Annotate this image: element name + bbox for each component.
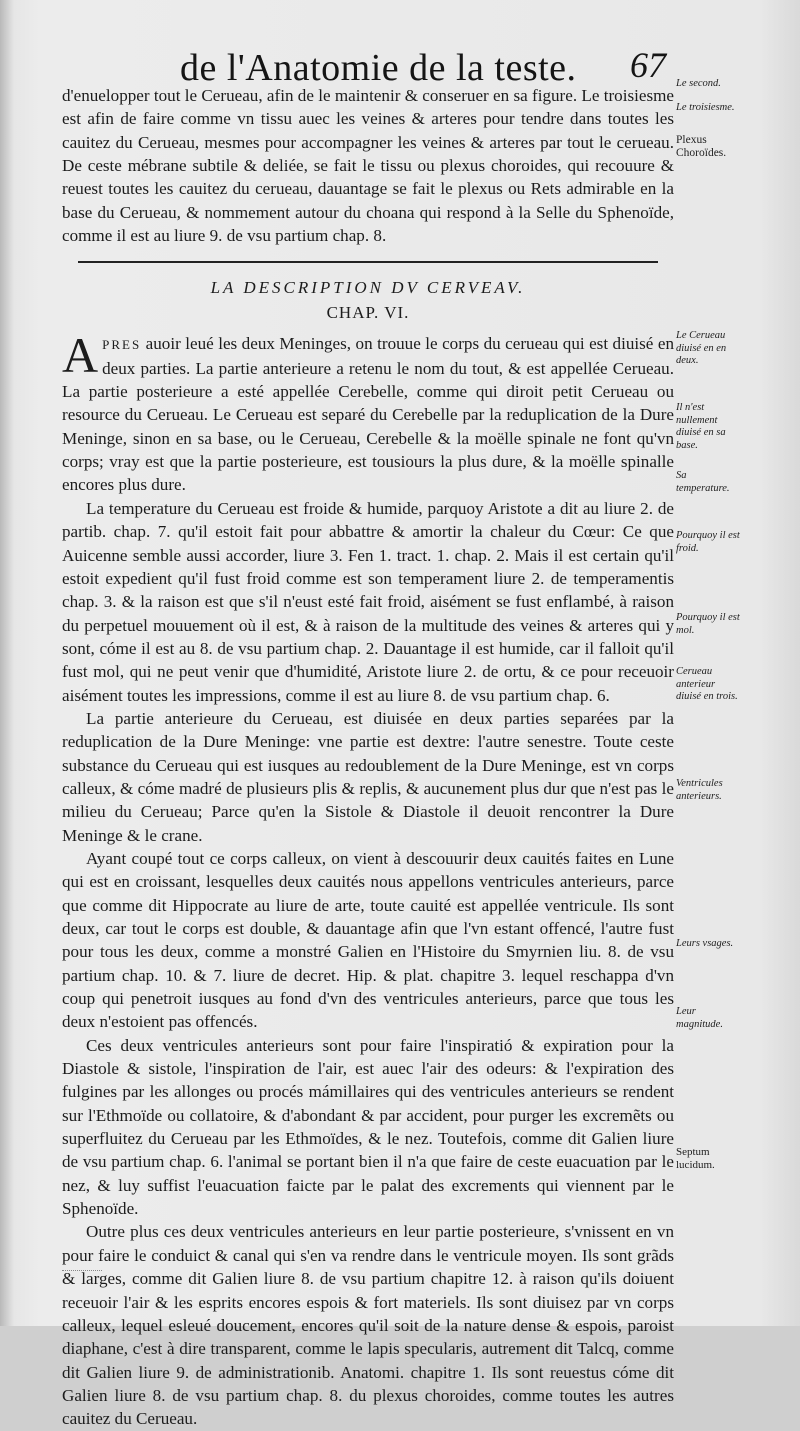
running-head: de l'Anatomie de la teste. (180, 47, 577, 89)
margin-note-uses: Leurs vsages. (676, 938, 734, 949)
margin-note-plexus: Plexus Choroïdes. (676, 134, 727, 159)
drop-cap: A (62, 327, 99, 384)
margin-note-magnitude: Leur magnitude. (676, 1006, 723, 1030)
margin-note-third: Le troisiesme. (676, 102, 735, 113)
section-title: LA DESCRIPTION DV CERVEAV. (210, 278, 526, 298)
page-number: 67 (630, 45, 666, 85)
margin-note-temperature: Sa temperature. (676, 470, 730, 494)
paragraph-6: Ces deux ventricules anterieurs sont pour faire l'inspiratió & expiration pour la Diastole & sistole, l'inspiration de l'air, est auec l'air des odeurs: & l'expiration des fulgines par les allonges ou procés mámillaires qui des ventricules anterieurs se rendent sur l'Ethmoïde ou collatoire, & d'abondant & par accident, pour purger les excremẽts ou superfluitez du Cerueau par les Ethmoïdes, & le nez. Toutefois, comme dit Galien liure de vsu partium chap. 6. l'animal se portant bien il n'a que faire de ceste euacuation par le nez, & luy suffist l'euacuation faicte par le palat des excrements qui viennent par le Sphenoïde. (62, 1035, 674, 1219)
margin-note-divided: Le Cerueau diuisé en en deux. (676, 330, 727, 366)
paragraph-5: Ayant coupé tout ce corps calleux, on vient à descouurir deux cauités faites en Lune qui est en croissant, lesquelles deux cauités nous appellons ventricules anterieurs, parce que comme dit Hippocrate au liure de arte, toute cauité est appellée ventricule. Ils sont deux, car tout le corps est double, & dauantage afin que l'vn estant offencé, l'autre fust pour tous les deux, comme a monstré Galien en l'Histoire du Smyrnien liu. 8. de vsu partium chap. 10. & 7. liure de decret. Hip. & plat. chapitre 3. lequel reschappa d'vn coup qui penetroit iusques au fond d'vn des ventricules anterieurs, parce que tous les deux n'estoient pas offencés. (62, 848, 674, 1032)
margin-note-anterior: Cerueau anterieur diuisé en trois. (676, 666, 738, 702)
margin-note-cold: Pourquoy il est froid. (676, 530, 740, 554)
paragraph-3: La temperature du Cerueau est froide & humide, parquoy Aristote a dit au liure 2. de partib. chap. 7. qu'il estoit fait pour abbattre & amortir la chaleur du Cœur: Ce que Auicenne semble aussi accorder, liure 3. Fen 1. tract. 1. chap. 2. Mais il est certain qu'il estoit expedient qu'il fust froid comme est son temperament liure 2. de temperamentis chap. 3. & la raison est que s'il n'eust esté fait froid, aisément se fust enflambé, à raison du perpetuel mouuement où il est, & à raison de la multitude des veines & arteres qui y sont, cóme il est au 8. de vsu partium chap. 2. Dauantage il est humide, car il falloit qu'il fust mol, qui ne peut venir que d'humidité, Aristote liure 2. de ortu, & ce pour receuoir aisément toutes les impressions, comme il est au liure 8. de vsu partium chap. 6. (62, 498, 674, 705)
paragraph-2 (62, 327, 674, 496)
margin-note-soft: Pourquoy il est mol. (676, 612, 740, 636)
margin-note-base: Il n'est nullement diuisé en sa base. (676, 402, 726, 451)
ink-smudge (62, 1254, 102, 1271)
paragraph-1: d'enuelopper tout le Cerueau, afin de le maintenir & conseruer en sa figure. Le troisiesme est afin de faire comme vn tissu auec les veines & arteres pour tendre dans toutes les cauitez du Cerueau, mesmes pour accompagner les veines & arteres par tout le cerueau. De ceste mébrane subtile & deliée, se fait le tissu ou plexus choroides, qui recouure & reuest toutes les cauitez du cerueau, dauantage se fait le plexus ou Rets admirable en la base du Cerueau, & nommement autour du choana qui respond à la Selle du Sphenoïde, comme il est au liure 9. de vsu partium chap. 8. (62, 86, 674, 246)
paragraph-7: Outre plus ces deux ventricules anterieurs en leur partie posterieure, s'vnissent en vn pour faire le conduict & canal qui s'en va rendre dans le ventricule moyen. Ils sont grãds & larges, comme dit Galien liure 8. de vsu partium chapitre 12. à raison qu'ils doiuent receuoir l'air & les esprits encores espois & fort materiels. Ils sont diuisez par vn corps calleux, lequel esleué doucement, encores qu'il soit de la nature dense & espois, paroist diaphane, c'est à dire transparent, comme le lapis specularis, autrement dit Talcq, comme dit Galien liure 9. de administrationib. Anatomi. chapitre 1. Ils sont reuestus cóme dit Galien liure 8. de vsu partium chap. 8. du plexus choroides, comme toutes les autres cauitez du Cerueau. (62, 1222, 674, 1429)
margin-note-septum: Septum lucidum. (676, 1146, 715, 1171)
paragraph-2-text: auoir leué les deux Meninges, on trouue le corps du cerueau qui est diuisé en deux parties. La partie anterieure a retenu le nom du tout, & est appellée Cerueau. La partie posterieure a esté appellée Cerebelle, comme qui diroit petit Cerueau ou resource du Cerueau. Le Cerueau est separé du Cerebelle par la reduplication de la Dure Meninge, sinon en sa base, ou le Cerueau, Cerebelle & la moëlle spinale ne font qu'vn corps; vray est que la partie posterieure, est tousiours la plus dure, & la moëlle spinalle encores plus dure. (62, 334, 674, 495)
margin-note-second: Le second. (676, 78, 721, 89)
paragraph-4: La partie anterieure du Cerueau, est diuisée en deux parties separées par la reduplication de la Dure Meninge: vne partie est dextre: l'autre senestre. Toute ceste substance du Cerueau qui est iusques au redoublement de la Dure Meninge, est vn corps calleux, & cóme madré de plusieurs plis & replis, & aucunement plus dur que n'est pas le milieu du Cerueau; Parce qu'en la Sistole & Diastole il deuoit rencontrer la Dure Meninge & le crane. (62, 708, 674, 845)
chapter-heading: CHAP. VI. (326, 303, 410, 323)
section-rule (78, 261, 658, 263)
paragraph-2-lead: PRES (102, 337, 142, 353)
page-body (62, 84, 674, 1431)
margin-note-ventricles: Ventricules anterieurs. (676, 778, 723, 802)
